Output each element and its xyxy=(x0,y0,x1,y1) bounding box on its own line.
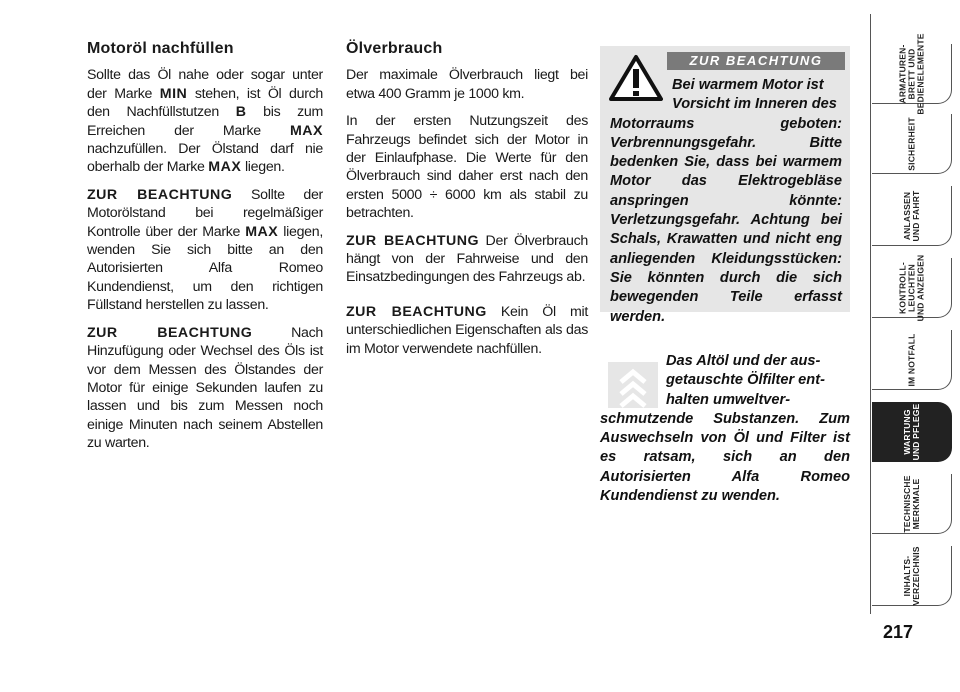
tab-im-notfall[interactable]: IM NOTFALL xyxy=(872,330,952,390)
paragraph-oil-refill: Sollte das Öl nahe oder sogar unter der Marke MIN stehen, ist Öl durch den Nachfüllstutzen B bis zum Erreichen der Marke MAX nachzufüllen. Der Ölstand darf nie oberhalb der Marke MAX liegen. xyxy=(87,67,324,176)
tab-technische-merkmale[interactable]: TECHNISCHE MERKMALE xyxy=(872,474,952,534)
environment-box xyxy=(600,348,850,508)
paragraph-note-measure: ZUR BEACHTUNG Nach Hinzufügung oder Wechsel des Öls ist vor dem Messen des Ölstandes der Motor für einige Sekunden laufen zu lassen und bis zum Messen noch einige Minuten nach seinem Abstellen zu warten. xyxy=(87,324,323,452)
middle-column xyxy=(346,40,588,367)
warning-box xyxy=(600,46,850,325)
page-number: 217 xyxy=(883,622,914,642)
tab-armaturenbrett[interactable]: ARMATUREN- BRETT UND BEDIENELEMENTE xyxy=(872,44,952,104)
warning-text: Bei warmem Motor ist Vorsicht im Inneren des Motorraums geboten: Verbrennungsgefahr. Bitte bedenken Sie, dass bei warmem Motor das Elektrogebläse anspringen könnte: Verletzungsgefahr. Achtung bei Schals, Krawatten und nicht eng anliegenden Kleidungsstücken: Sie könnten durch die sich bewegenden Teile erfasst werden. xyxy=(610,77,842,325)
paragraph-break-in: In der ersten Nutzungszeit des Fahrzeugs befindet sich der Motor in der Einlaufphase. Die Werte für den Ölverbrauch sind daher erst nach den ersten 5000 ÷ 6000 km als stabil zu betrachten. xyxy=(346,113,588,222)
tab-anlassen[interactable]: ANLASSEN UND FAHRT xyxy=(872,186,952,246)
tab-wartung[interactable]: WARTUNG UND PFLEGE xyxy=(872,402,952,462)
paragraph-note-oil-type: ZUR BEACHTUNG Kein Öl mit unterschiedlichen Eigenschaften als das im Motor verwendete nachfüllen. xyxy=(346,303,588,357)
paragraph-note-driving: ZUR BEACHTUNG Der Ölverbrauch hängt von der Fahrweise und den Einsatzbedingungen des Fahrzeugs ab. xyxy=(346,232,588,286)
paragraph-consumption: Der maximale Ölverbrauch liegt bei etwa 400 Gramm je 1000 km. xyxy=(346,67,588,102)
section-heading-oil-consumption: Ölverbrauch xyxy=(346,40,443,57)
sidebar-divider xyxy=(870,14,871,614)
tab-sicherheit[interactable]: SICHERHEIT xyxy=(872,114,952,174)
environment-text: Das Altöl und der aus- getauschte Ölfilter ent- halten umweltver- schmutzende Substanzen. Zum Auswechseln von Öl und Filter ist es ratsam, sich an den Autorisierten Alfa Romeo Kundendienst zu wenden. xyxy=(600,353,850,505)
left-column xyxy=(87,40,323,462)
tab-inhaltsverzeichnis[interactable]: INHALTS- VERZEICHNIS xyxy=(872,546,952,606)
warning-banner: ZUR BEACHTUNG xyxy=(667,52,845,70)
tab-kontrollleuchten[interactable]: KONTROLL- LEUCHTEN UND ANZEIGEN xyxy=(872,258,952,318)
section-heading-oil-refill: Motoröl nachfüllen xyxy=(87,40,234,57)
paragraph-note-level: ZUR BEACHTUNG Sollte der Motorölstand bei regelmäßiger Kontrolle über der Marke MAX liegen, wenden Sie sich bitte an den Autorisierten Alfa Romeo Kundendienst, um den richtigen Füllstand herstellen zu lassen. xyxy=(87,186,323,314)
